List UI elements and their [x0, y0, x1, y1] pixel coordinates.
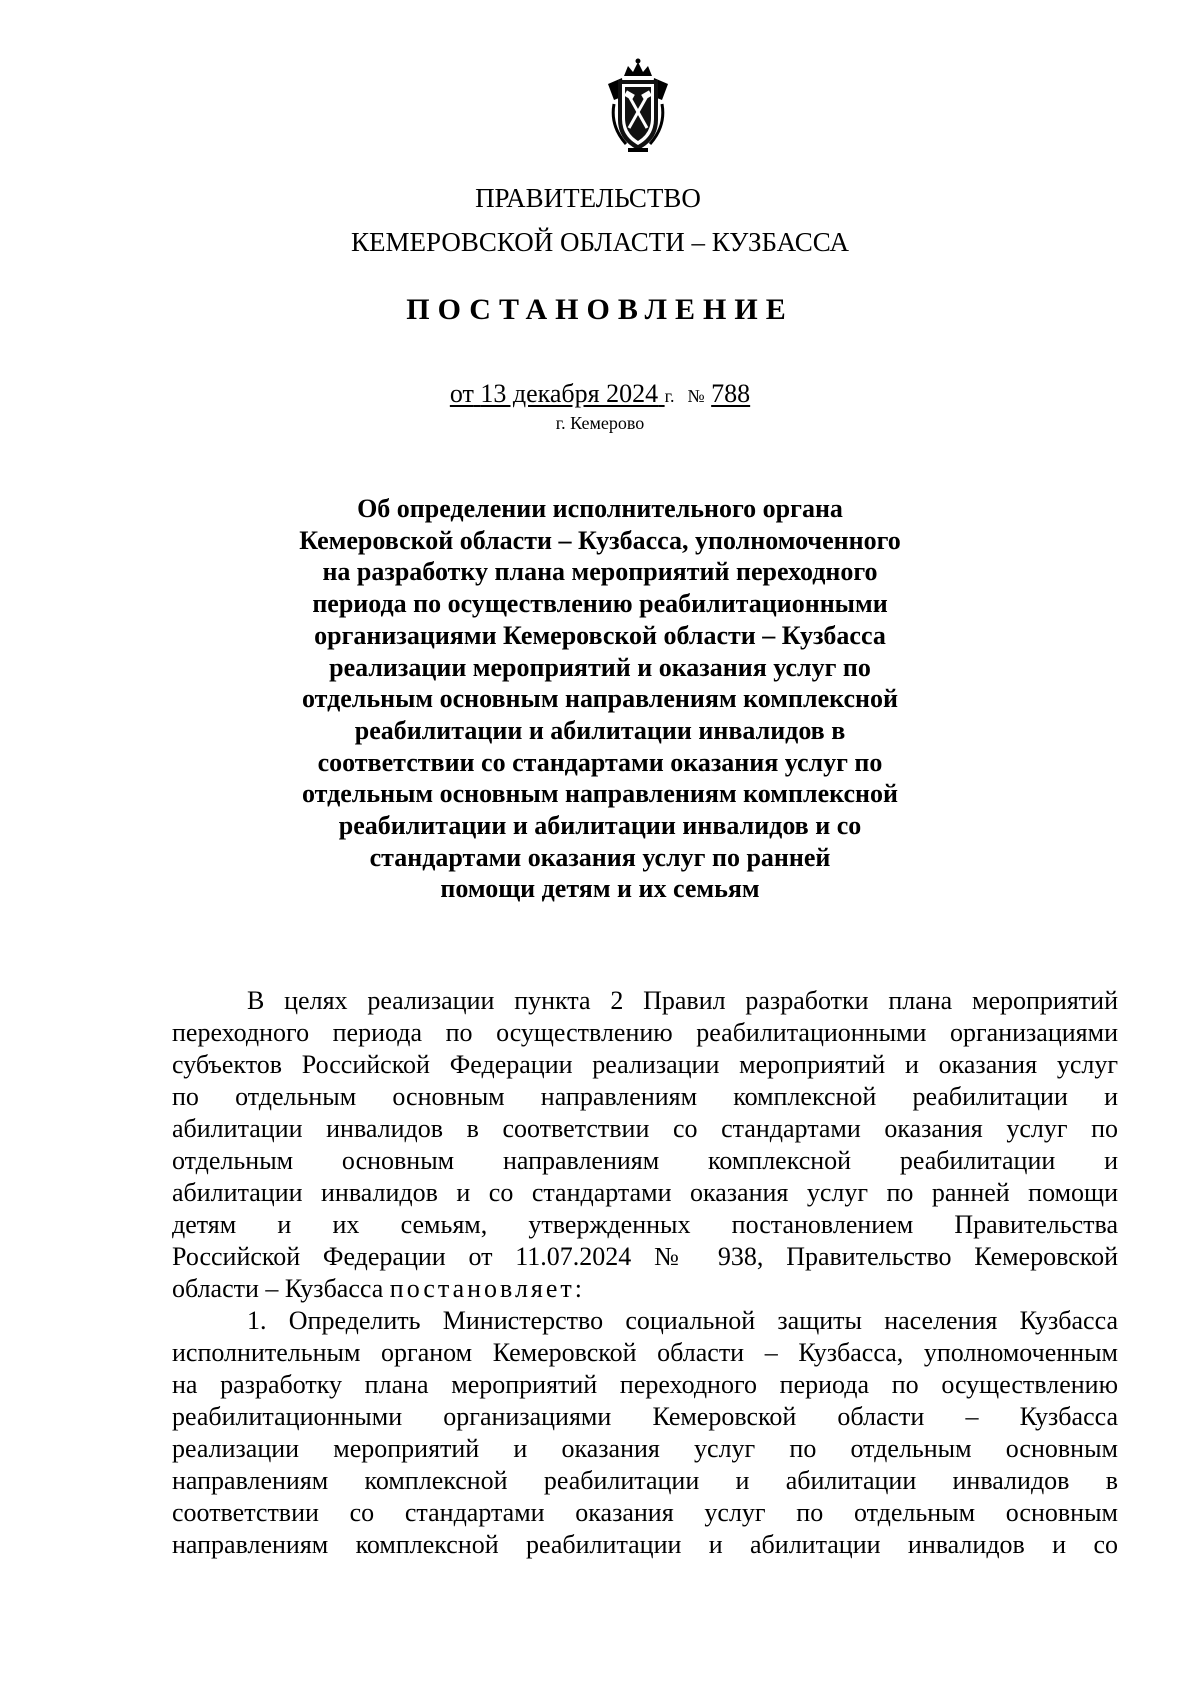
- body-line: субъектов Российской Федерации реализации мероприятий и оказания услуг: [172, 1050, 1118, 1079]
- body-line: абилитации инвалидов в соответствии со стандартами оказания услуг по: [172, 1114, 1118, 1143]
- date-text: [450, 379, 665, 408]
- title-line: периода по осуществлению реабилитационными: [312, 589, 888, 619]
- date-number-line: [0, 381, 1200, 407]
- body-line: реабилитационными организациями Кемеровской области – Кузбасса: [172, 1402, 1118, 1431]
- body-line: переходного периода по осуществлению реабилитационными организациями: [172, 1018, 1118, 1047]
- document-body: [172, 985, 1118, 1561]
- date-value: 13 декабря 2024: [480, 379, 659, 408]
- resolves-line: [172, 1273, 1118, 1305]
- body-line: исполнительным органом Кемеровской области – Кузбасса, уполномоченным: [172, 1338, 1118, 1367]
- body-line: В целях реализации пункта 2 Правил разработки плана мероприятий: [247, 986, 1118, 1015]
- title-line: Кемеровской области – Кузбасса, уполномоченного: [299, 525, 901, 555]
- document-number: 788: [711, 379, 751, 408]
- coat-of-arms-icon: [600, 56, 676, 156]
- date-prefix: от: [449, 379, 474, 408]
- number-sign: №: [687, 386, 705, 406]
- title-line: отдельным основным направлениям комплексной: [302, 684, 898, 714]
- body-line: соответствии со стандартами оказания услуг по отдельным основным: [172, 1498, 1118, 1527]
- body-line: абилитации инвалидов и со стандартами оказания услуг по ранней помощи: [172, 1178, 1118, 1207]
- body-line: детям и их семьям, утвержденных постановлением Правительства: [172, 1210, 1118, 1239]
- body-line: направлениям комплексной реабилитации и абилитации инвалидов и со: [172, 1530, 1118, 1559]
- year-suffix: г.: [664, 386, 675, 406]
- title-line: реабилитации и абилитации инвалидов и со: [338, 811, 862, 841]
- body-line: направлениям комплексной реабилитации и абилитации инвалидов в: [172, 1466, 1118, 1495]
- title-line: отдельным основным направлениям комплексной: [302, 779, 898, 809]
- title-line: Об определении исполнительного органа: [357, 494, 843, 523]
- title-line: соответствии со стандартами оказания услуг по: [317, 747, 883, 777]
- title-line: на разработку плана мероприятий переходного: [322, 557, 878, 587]
- org-name-line-1: ПРАВИТЕЛЬСТВО: [475, 183, 701, 213]
- body-line: реализации мероприятий и оказания услуг по отдельным основным: [172, 1434, 1118, 1463]
- body-line: на разработку плана мероприятий переходного периода по осуществлению: [172, 1370, 1118, 1399]
- body-line: отдельным основным направлениям комплексной реабилитации и: [172, 1146, 1118, 1175]
- title-line: реализации мероприятий и оказания услуг по: [329, 652, 871, 682]
- resolves-punct: :: [574, 1274, 583, 1303]
- title-line: реабилитации и абилитации инвалидов в: [354, 715, 846, 745]
- document-type: ПОСТАНОВЛЕНИЕ: [406, 293, 794, 326]
- title-line: организациями Кемеровской области – Кузбасса: [314, 620, 886, 650]
- body-line: 1. Определить Министерство социальной защиты населения Кузбасса: [247, 1306, 1118, 1335]
- body-line: Российской Федерации от 11.07.2024 № 938, Правительство Кемеровской: [172, 1242, 1118, 1271]
- place-of-issue: г. Кемерово: [555, 413, 645, 433]
- title-line: стандартами оказания услуг по ранней: [369, 842, 831, 872]
- resolves-word: постановляет: [389, 1274, 575, 1303]
- title-line: помощи детям и их семьям: [440, 874, 760, 904]
- document-title: [0, 493, 1200, 905]
- resolves-line-text: области – Кузбасса: [172, 1274, 384, 1303]
- org-name-line-2: КЕМЕРОВСКОЙ ОБЛАСТИ – КУЗБАССА: [351, 227, 849, 257]
- body-line: по отдельным основным направлениям комплексной реабилитации и: [172, 1082, 1118, 1111]
